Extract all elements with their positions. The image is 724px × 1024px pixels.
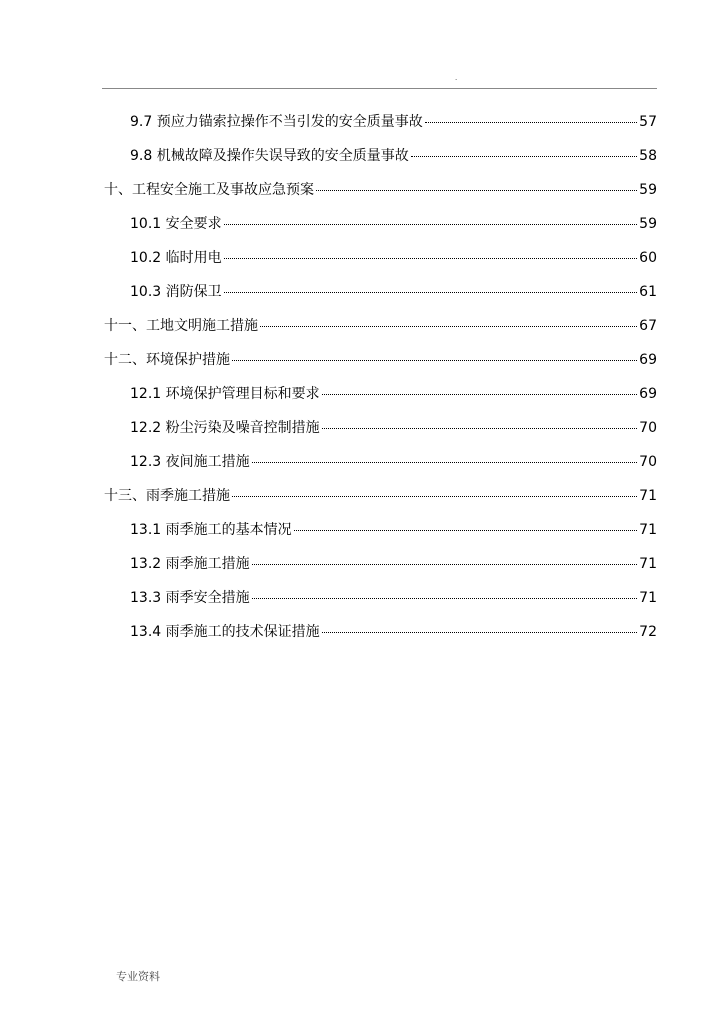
toc-leader-dots	[224, 224, 638, 225]
toc-entry-title: 9.8 机械故障及操作失误导致的安全质量事故	[130, 148, 409, 164]
toc-entry-page: 71	[639, 556, 657, 572]
toc-entry[interactable]	[130, 248, 657, 268]
toc-leader-dots	[252, 462, 638, 463]
toc-entry-title: 10.3 消防保卫	[130, 284, 222, 300]
toc-entry[interactable]	[130, 452, 657, 472]
toc-leader-dots	[260, 326, 637, 327]
toc-entry-title: 13.2 雨季施工措施	[130, 556, 250, 572]
toc-leader-dots	[294, 530, 638, 531]
toc-entry-page: 60	[639, 250, 657, 266]
toc-entry-page: 67	[639, 318, 657, 334]
toc-entry-title: 十一、工地文明施工措施	[104, 318, 258, 334]
toc-leader-dots	[322, 394, 638, 395]
toc-entry-title: 13.4 雨季施工的技术保证措施	[130, 624, 320, 640]
toc-entry-title: 十二、环境保护措施	[104, 352, 230, 368]
toc-entry[interactable]	[130, 554, 657, 574]
toc-entry-title: 十、工程安全施工及事故应急预案	[104, 182, 314, 198]
toc-entry-title: 12.2 粉尘污染及噪音控制措施	[130, 420, 320, 436]
toc-leader-dots	[425, 122, 637, 123]
toc-leader-dots	[232, 496, 637, 497]
toc-entry-page: 59	[639, 216, 657, 232]
toc-leader-dots	[252, 598, 638, 599]
toc-leader-dots	[411, 156, 637, 157]
toc-leader-dots	[322, 632, 638, 633]
toc-entry[interactable]	[130, 588, 657, 608]
toc-entry-page: 70	[639, 454, 657, 470]
toc-entry-title: 9.7 预应力锚索拉操作不当引发的安全质量事故	[130, 114, 423, 130]
toc-entry-title: 12.1 环境保护管理目标和要求	[130, 386, 320, 402]
toc-entry[interactable]	[130, 384, 657, 404]
toc-entry-page: 59	[639, 182, 657, 198]
toc-entry[interactable]	[104, 486, 657, 506]
toc-entry-page: 70	[639, 420, 657, 436]
toc-entry-title: 10.1 安全要求	[130, 216, 222, 232]
header-rule	[102, 88, 657, 89]
toc-entry-page: 71	[639, 488, 657, 504]
toc-entry-title: 12.3 夜间施工措施	[130, 454, 250, 470]
toc-entry-page: 72	[639, 624, 657, 640]
toc-entry-title: 13.3 雨季安全措施	[130, 590, 250, 606]
toc-entry[interactable]	[130, 622, 657, 642]
toc-entry[interactable]	[130, 214, 657, 234]
toc-leader-dots	[224, 292, 638, 293]
toc-entry[interactable]	[130, 282, 657, 302]
toc-entry-page: 61	[639, 284, 657, 300]
toc-entry-title: 10.2 临时用电	[130, 250, 222, 266]
toc-leader-dots	[224, 258, 638, 259]
toc-leader-dots	[316, 190, 637, 191]
toc-entry-page: 69	[639, 386, 657, 402]
toc-entry-page: 58	[639, 148, 657, 164]
toc-entry-page: 71	[639, 590, 657, 606]
toc-entry[interactable]	[130, 418, 657, 438]
toc-entry[interactable]	[104, 180, 657, 200]
toc-leader-dots	[322, 428, 638, 429]
toc-entry[interactable]	[104, 350, 657, 370]
toc-entry[interactable]	[104, 316, 657, 336]
toc-entry-title: 十三、雨季施工措施	[104, 488, 230, 504]
toc-entry-page: 69	[639, 352, 657, 368]
toc-leader-dots	[252, 564, 638, 565]
toc-entry-title: 13.1 雨季施工的基本情况	[130, 522, 292, 538]
toc-entry[interactable]	[130, 112, 657, 132]
toc-entry-page: 57	[639, 114, 657, 130]
header-mark: .	[455, 74, 458, 82]
toc-entry[interactable]	[130, 146, 657, 166]
toc-leader-dots	[232, 360, 637, 361]
toc-entry-page: 71	[639, 522, 657, 538]
footer-label: 专业资料	[116, 970, 160, 983]
toc-entry[interactable]	[130, 520, 657, 540]
